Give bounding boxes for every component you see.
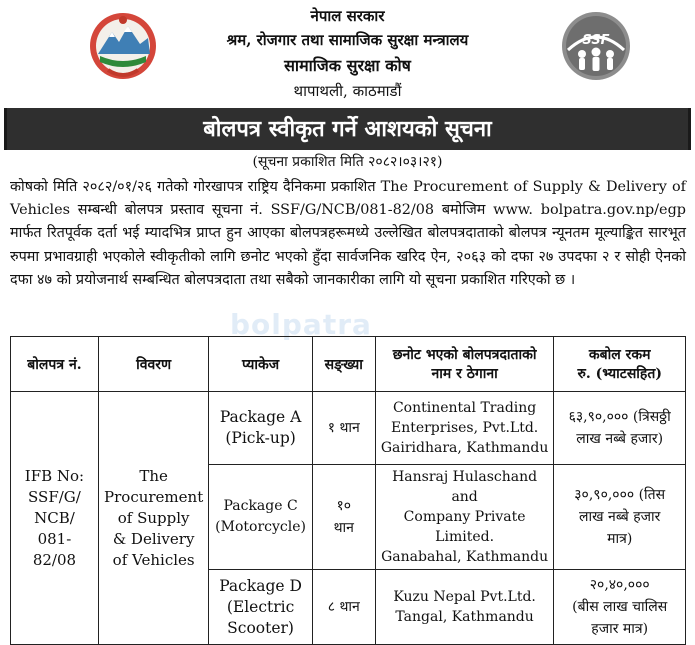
header-amount-line: रु. (भ्याटसहित)	[577, 366, 662, 382]
notice-title-banner: बोलपत्र स्वीकृत गर्ने आशयको सूचना	[4, 108, 691, 150]
header-bid-number: बोलपत्र नं.	[11, 337, 99, 392]
bidder-line: Tangal, Kathmandu	[395, 609, 534, 625]
amount-line: हजार मात्र)	[591, 621, 649, 637]
header-amount	[554, 337, 686, 392]
header-bidder-line: नाम र ठेगाना	[431, 366, 498, 382]
header-package: प्याकेज	[209, 337, 312, 392]
ministry-name: श्रम, रोजगार तथा सामाजिक सुरक्षा मन्त्रालय	[226, 31, 469, 49]
bolpatra-watermark: bolpatra	[230, 308, 372, 341]
ifb-number-cell	[11, 392, 99, 645]
package-line: Package A	[219, 408, 302, 426]
table-row	[11, 392, 686, 465]
amount-line: २०,४०,०००	[589, 577, 650, 593]
tender-table	[10, 336, 686, 645]
package-cell	[209, 465, 312, 570]
quantity-cell	[312, 392, 375, 465]
government-name: नेपाल सरकार	[310, 7, 385, 25]
bidder-line: Hansraj Hulaschand and	[392, 469, 538, 505]
amount-line: लाख नब्बे हजार)	[576, 431, 664, 447]
header-amount-line: कबोल रकम	[588, 347, 651, 363]
office-location: थापाथली, काठमाडौं	[293, 82, 402, 100]
publication-date: (सूचना प्रकाशित मिति २०८२।०३।२१)	[252, 154, 443, 170]
ifb-line: IFB No:	[24, 466, 85, 485]
quantity-line: १ थान	[327, 420, 360, 436]
bidder-cell	[375, 570, 554, 645]
table-header-row	[11, 337, 686, 392]
bidder-cell	[375, 392, 554, 465]
bidder-line: Kuzu Nepal Pvt.Ltd.	[393, 589, 536, 605]
package-cell	[209, 570, 312, 645]
amount-line: लाख नब्बे हजार	[579, 509, 661, 525]
notice-header	[0, 0, 695, 106]
amount-line: ३०,९०,००० (तिस	[574, 487, 666, 503]
notice-body: कोषको मिति २०८२/०१/२६ गतेको गोरखापत्र राष्ट्रिय दैनिकमा प्रकाशित The Procurement of Supply & Delivery of Vehicles सम्बन्धी बोलपत्र प्रस्ताव सूचना नं. SSF/G/NCB/081-82/08 बमोजिम www. bolpatra.gov.np/egp मार्फत रितपूर्वक दर्ता भई म्यादभित्र प्राप्त हुन आएका बोलपत्रहरूमध्ये उल्लेखित बोलपत्रदाताको बोलपत्र न्यूनतम मूल्याङ्कित सारभूत रुपमा प्रभावग्राही भएकोले स्वीकृतीको लागि छनोट भएको हुँदा सार्वजनिक खरिद ऐन, २०६३ को दफा २७ उपदफा २ र सोही ऐनको दफा ४७ को प्रयोजनार्थ सम्बन्धित बोलपत्रदाता तथा सबैको जानकारीका लागि यो सूचना प्रकाशित गरिएको छ ।	[10, 179, 686, 288]
header-bidder	[375, 337, 554, 392]
ifb-line: SSF/G/	[28, 487, 81, 506]
package-line: Package C	[223, 498, 298, 514]
header-bidder-line: छनोट भएको बोलपत्रदाताको	[392, 347, 537, 363]
quantity-cell	[312, 465, 375, 570]
description-cell	[98, 392, 209, 645]
ifb-line: 82/08	[32, 550, 77, 569]
quantity-cell	[312, 570, 375, 645]
bidder-line: Ganabahal, Kathmandu	[381, 549, 549, 565]
ifb-line: 081-	[37, 529, 72, 548]
ssf-logo-icon	[560, 10, 632, 82]
ssf-logo-text: SSF	[582, 33, 610, 48]
amount-cell	[554, 465, 686, 570]
header-description: विवरण	[98, 337, 209, 392]
ifb-line: NCB/	[34, 508, 75, 527]
amount-line: ६३,९०,००० (त्रिसठ्ठी	[568, 409, 671, 425]
office-name: सामाजिक सुरक्षा कोष	[284, 56, 411, 75]
package-line: (Motorcycle)	[215, 519, 306, 535]
package-line: (Electric	[226, 597, 295, 616]
bidder-cell	[375, 465, 554, 570]
bidder-line: Continental Trading	[392, 400, 537, 416]
header-quantity: सङ्ख्या	[312, 337, 375, 392]
description-line: of Supply	[117, 508, 190, 527]
bidder-line: Gairidhara, Kathmandu	[380, 440, 549, 456]
quantity-line: १०	[336, 498, 352, 514]
quantity-line: थान	[333, 520, 354, 536]
bidder-line: Company Private Limited.	[403, 509, 526, 545]
quantity-line: ८ थान	[327, 599, 360, 615]
package-cell	[209, 392, 312, 465]
description-line: Procurement	[104, 487, 204, 506]
description-line: of Vehicles	[112, 550, 195, 569]
amount-line: मात्र)	[607, 531, 633, 547]
bidder-line: Enterprises, Pvt.Ltd.	[390, 420, 539, 436]
nepal-emblem-icon	[88, 10, 158, 82]
package-line: Scooter)	[227, 618, 294, 637]
package-line: (Pick-up)	[225, 429, 296, 447]
description-line: The	[139, 466, 168, 485]
package-line: Package D	[219, 576, 302, 595]
amount-line: (बीस लाख चालिस	[572, 599, 668, 615]
amount-cell	[554, 392, 686, 465]
description-line: & Delivery	[112, 529, 195, 548]
amount-cell	[554, 570, 686, 645]
